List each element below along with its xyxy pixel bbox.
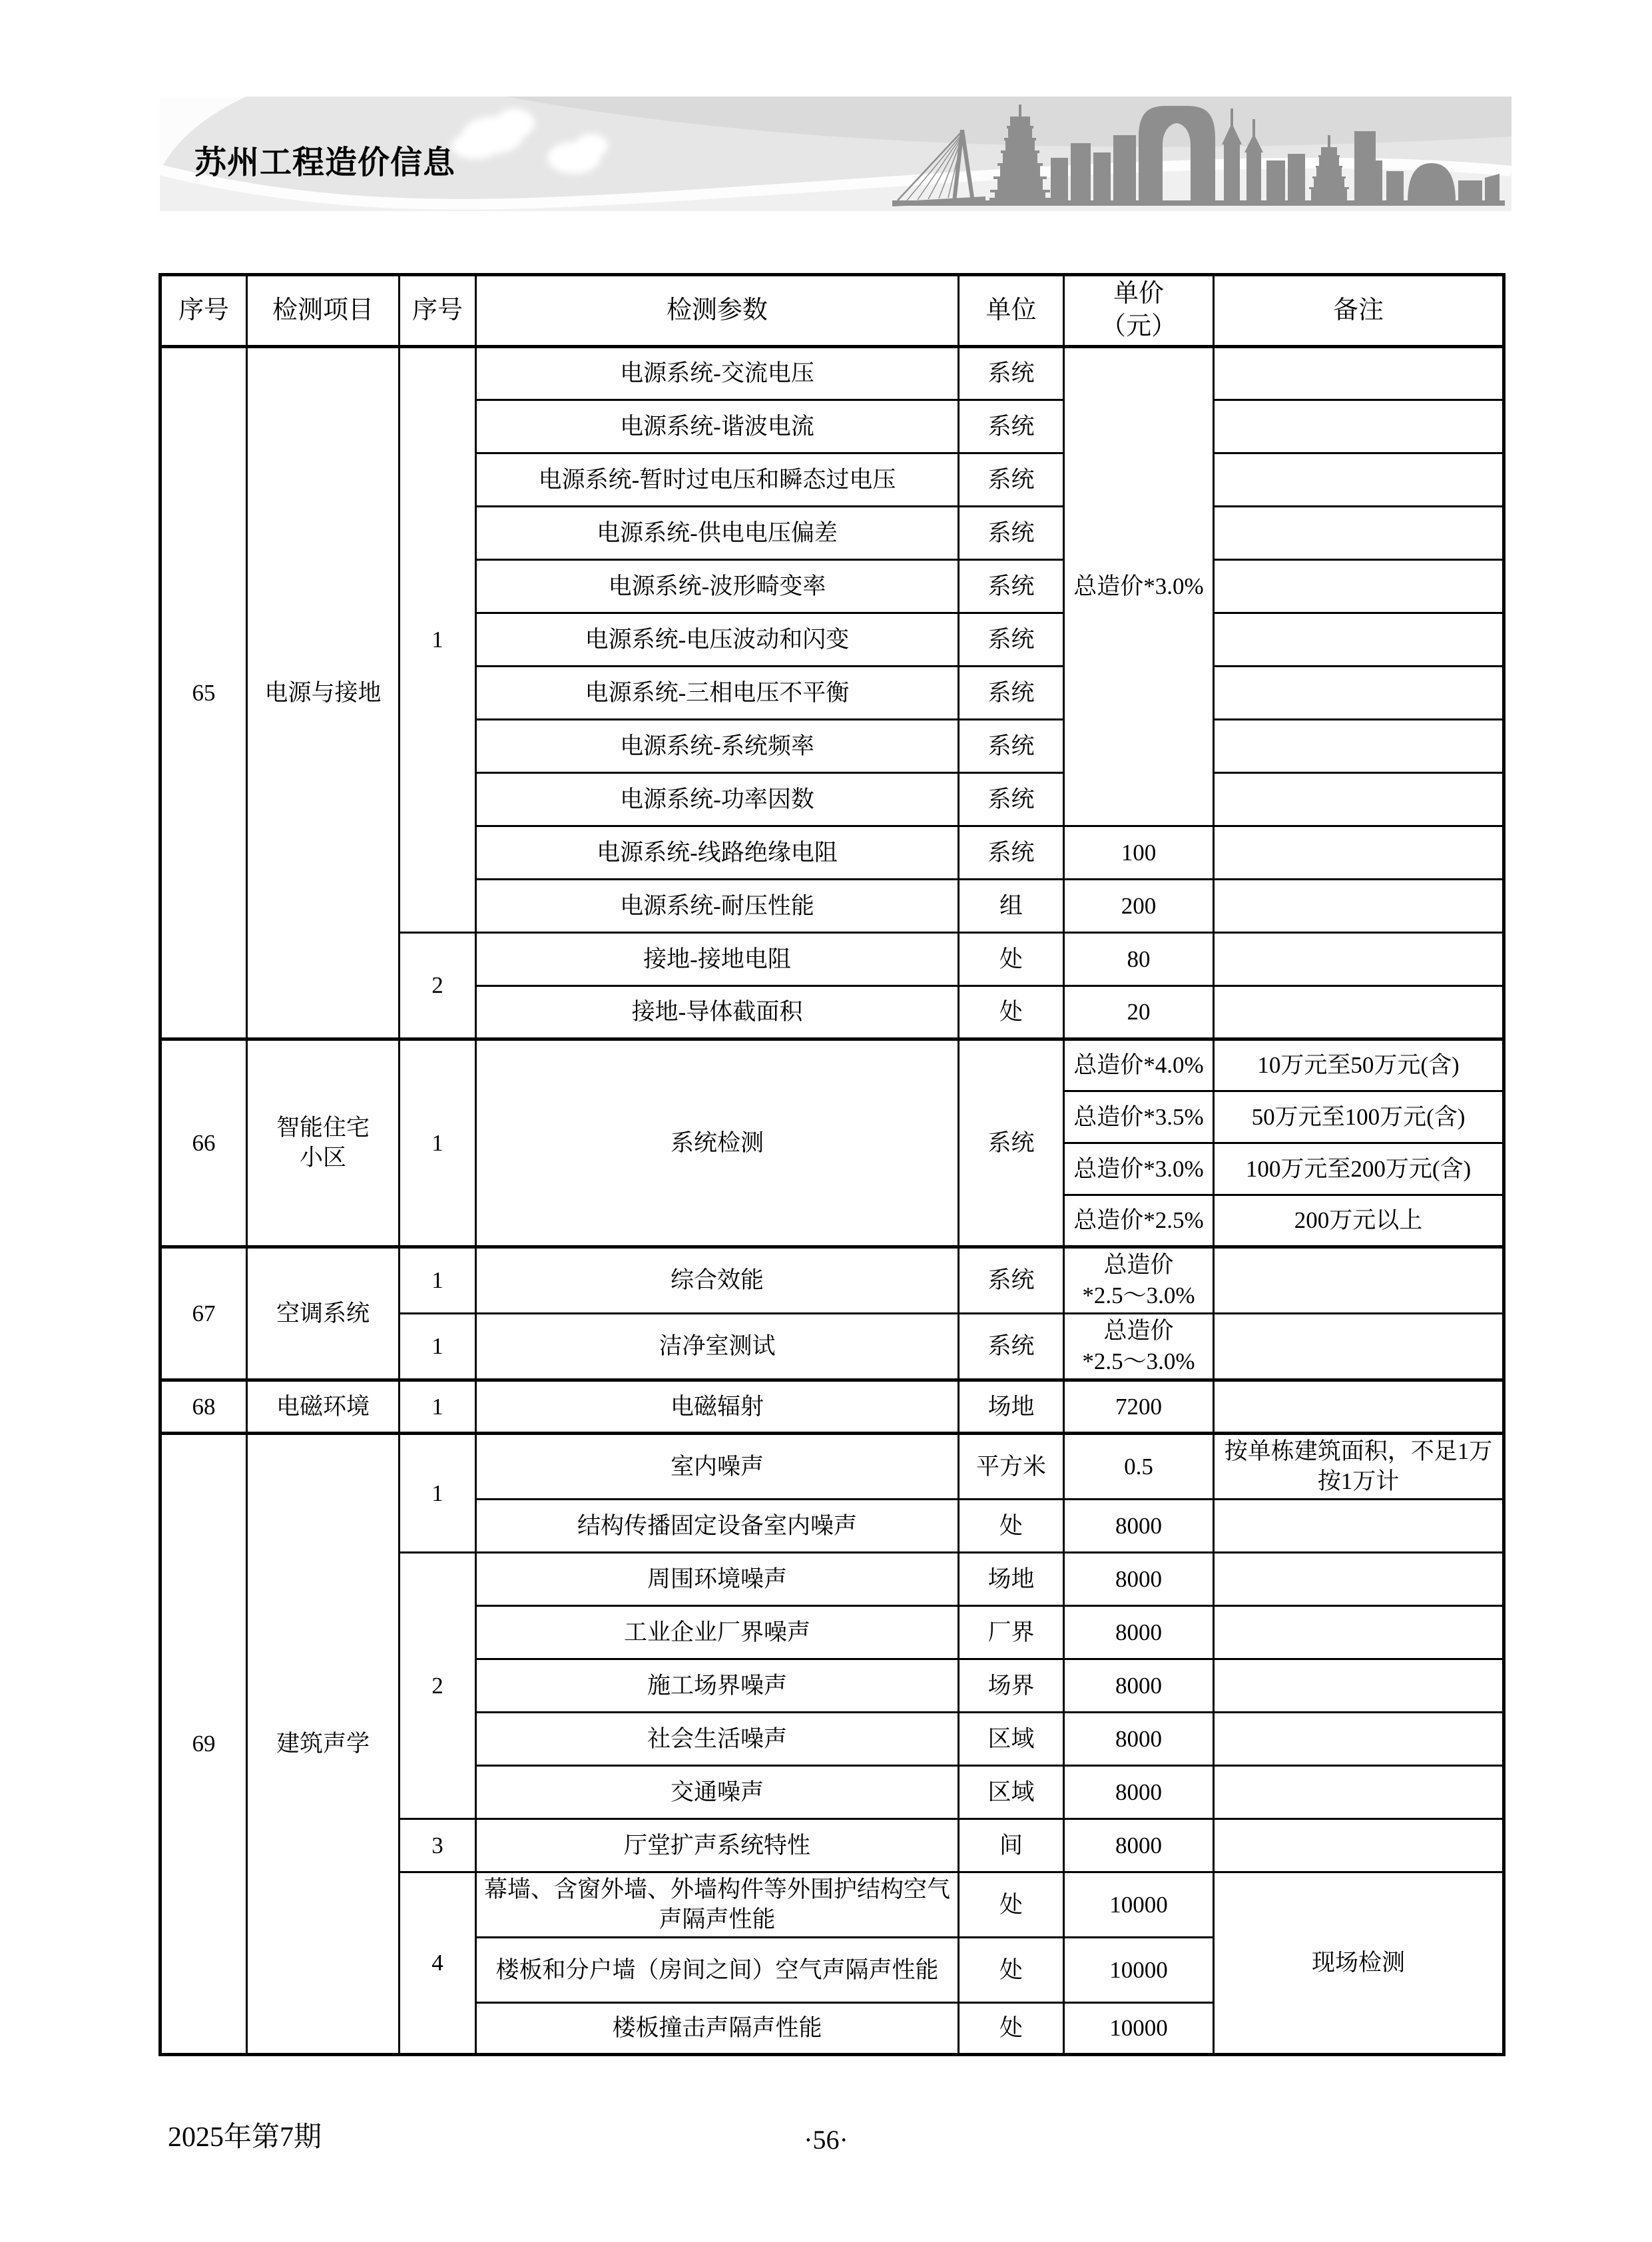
section-item: 电磁环境 [247,1380,400,1433]
price-cell: 8000 [1064,1819,1214,1872]
remark-cell [1214,772,1504,826]
group-no: 1 [400,1380,476,1433]
param-cell: 电源系统-耐压性能 [476,879,959,932]
unit-cell: 处 [959,2002,1064,2054]
detection-price-table [158,273,1506,2056]
unit-cell: 系统 [959,772,1064,826]
remark-cell: 200万元以上 [1214,1195,1504,1247]
header-price-line1: 单价 [1113,280,1164,308]
param-cell: 接地-接地电阻 [476,932,959,985]
price-cell: 7200 [1064,1380,1214,1433]
param-cell: 电源系统-谐波电流 [476,400,959,453]
unit-cell: 系统 [959,559,1064,613]
price-cell: 总造价*3.0% [1064,1143,1214,1195]
price-cell: 8000 [1064,1605,1214,1659]
price-cell: 8000 [1064,1659,1214,1712]
price-cell: 总造价*2.5% [1064,1195,1214,1247]
remark-cell [1214,666,1504,719]
page-title: 苏州工程造价信息 [194,145,456,180]
header-price-line2: （元） [1100,312,1177,341]
remark-cell [1214,932,1504,985]
remark-cell [1214,1605,1504,1659]
header-item: 检测项目 [247,275,400,347]
unit-cell: 系统 [959,719,1064,772]
unit-cell: 组 [959,879,1064,932]
remark-cell: 100万元至200万元(含) [1214,1143,1504,1195]
remark-cell: 50万元至100万元(含) [1214,1091,1504,1143]
section-item: 建筑声学 [247,1433,400,2054]
remark-cell [1214,1499,1504,1552]
remark-cell [1214,879,1504,932]
remark-cell: 现场检测 [1214,1872,1504,2054]
price-cell: 总造价*3.0% [1064,346,1214,826]
remark-cell: 10万元至50万元(含) [1214,1039,1504,1091]
unit-cell: 系统 [959,453,1064,506]
remark-cell [1214,1765,1504,1819]
section-item [247,1039,400,1247]
group-no: 1 [400,1039,476,1247]
remark-cell: 按单栋建筑面积，不足1万按1万计 [1214,1433,1504,1499]
header-remark: 备注 [1214,275,1504,347]
remark-cell [1214,1380,1504,1433]
group-no: 2 [400,932,476,1039]
price-cell: 200 [1064,879,1214,932]
group-no: 1 [400,1247,476,1313]
footer-page-number: ·56· [804,2125,848,2155]
param-cell: 结构传播固定设备室内噪声 [476,1499,959,1552]
param-cell: 电磁辐射 [476,1380,959,1433]
table-header-row [160,275,1504,347]
unit-cell: 处 [959,1937,1064,2002]
unit-cell: 系统 [959,1039,1064,1247]
section-no: 68 [160,1380,247,1433]
unit-cell: 场地 [959,1552,1064,1605]
group-no: 1 [400,1313,476,1380]
param-cell: 综合效能 [476,1247,959,1313]
unit-cell: 系统 [959,1247,1064,1313]
table-row [160,1433,1504,1499]
price-cell: 10000 [1064,2002,1214,2054]
param-cell: 社会生活噪声 [476,1712,959,1765]
section-item: 空调系统 [247,1247,400,1380]
param-cell: 周围环境噪声 [476,1552,959,1605]
param-cell: 系统检测 [476,1039,959,1247]
header-sub-serial: 序号 [400,275,476,347]
unit-cell: 区域 [959,1712,1064,1765]
remark-cell [1214,453,1504,506]
remark-cell [1214,1313,1504,1380]
param-cell: 电源系统-暂时过电压和瞬态过电压 [476,453,959,506]
unit-cell: 系统 [959,400,1064,453]
param-cell: 电源系统-波形畸变率 [476,559,959,613]
remark-cell [1214,826,1504,879]
remark-cell [1214,400,1504,453]
footer-issue-label: 2025年第7期 [168,2122,322,2153]
price-cell: 80 [1064,932,1214,985]
group-no: 2 [400,1552,476,1819]
header-serial: 序号 [160,275,247,347]
price-cell: 100 [1064,826,1214,879]
unit-cell: 系统 [959,666,1064,719]
remark-cell [1214,985,1504,1039]
group-no: 1 [400,346,476,932]
header-unit: 单位 [959,275,1064,347]
remark-cell [1214,559,1504,613]
price-cell: 8000 [1064,1712,1214,1765]
header-price [1064,275,1214,347]
group-no: 1 [400,1433,476,1552]
group-no: 3 [400,1819,476,1872]
price-line2: *2.5～3.0% [1082,1348,1195,1374]
unit-cell: 区域 [959,1765,1064,1819]
param-cell: 工业企业厂界噪声 [476,1605,959,1659]
unit-cell: 处 [959,1872,1064,1937]
remark-cell [1214,1659,1504,1712]
param-cell: 电源系统-交流电压 [476,346,959,400]
table-row [160,1039,1504,1091]
unit-cell: 系统 [959,1313,1064,1380]
price-cell: 总造价*4.0% [1064,1039,1214,1091]
remark-cell [1214,613,1504,666]
section-item: 电源与接地 [247,346,400,1039]
price-cell: 10000 [1064,1937,1214,2002]
param-cell: 洁净室测试 [476,1313,959,1380]
param-cell: 电源系统-线路绝缘电阻 [476,826,959,879]
group-no: 4 [400,1872,476,2054]
unit-cell: 场界 [959,1659,1064,1712]
section-no: 66 [160,1039,247,1247]
param-cell: 电源系统-电压波动和闪变 [476,613,959,666]
remark-cell [1214,506,1504,559]
param-cell: 厅堂扩声系统特性 [476,1819,959,1872]
section-no: 65 [160,346,247,1039]
remark-cell [1214,1552,1504,1605]
param-cell: 楼板和分户墙（房间之间）空气声隔声性能 [476,1937,959,2002]
param-cell: 交通噪声 [476,1765,959,1819]
table-row [160,1380,1504,1433]
price-cell [1064,1247,1214,1313]
param-cell: 施工场界噪声 [476,1659,959,1712]
remark-cell [1214,1819,1504,1872]
param-cell: 电源系统-三相电压不平衡 [476,666,959,719]
table-row [160,346,1504,400]
unit-cell: 处 [959,1499,1064,1552]
price-cell: 8000 [1064,1765,1214,1819]
remark-cell [1214,346,1504,400]
price-cell: 总造价*3.5% [1064,1091,1214,1143]
unit-cell: 处 [959,932,1064,985]
param-cell: 接地-导体截面积 [476,985,959,1039]
table-row [160,1247,1504,1313]
param-cell: 电源系统-系统频率 [476,719,959,772]
price-cell: 10000 [1064,1872,1214,1937]
price-cell: 20 [1064,985,1214,1039]
unit-cell: 系统 [959,613,1064,666]
price-line1: 总造价 [1103,1318,1174,1344]
param-cell: 电源系统-功率因数 [476,772,959,826]
remark-cell [1214,1247,1504,1313]
price-line2: *2.5～3.0% [1082,1282,1195,1308]
unit-cell: 系统 [959,346,1064,400]
unit-cell: 平方米 [959,1433,1064,1499]
remark-cell [1214,1712,1504,1765]
section-item-label: 智能住宅小区 [276,1114,370,1171]
price-cell: 8000 [1064,1499,1214,1552]
section-no: 67 [160,1247,247,1380]
param-cell: 室内噪声 [476,1433,959,1499]
price-cell: 0.5 [1064,1433,1214,1499]
price-cell: 8000 [1064,1552,1214,1605]
header-parameter: 检测参数 [476,275,959,347]
price-cell [1064,1313,1214,1380]
param-cell: 楼板撞击声隔声性能 [476,2002,959,2054]
param-cell: 幕墙、含窗外墙、外墙构件等外围护结构空气声隔声性能 [476,1872,959,1937]
remark-cell [1214,719,1504,772]
unit-cell: 场地 [959,1380,1064,1433]
unit-cell: 厂界 [959,1605,1064,1659]
param-cell: 电源系统-供电电压偏差 [476,506,959,559]
unit-cell: 处 [959,985,1064,1039]
section-no: 69 [160,1433,247,2054]
unit-cell: 系统 [959,506,1064,559]
price-line1: 总造价 [1103,1252,1174,1278]
unit-cell: 间 [959,1819,1064,1872]
page-banner [160,97,1512,211]
unit-cell: 系统 [959,826,1064,879]
